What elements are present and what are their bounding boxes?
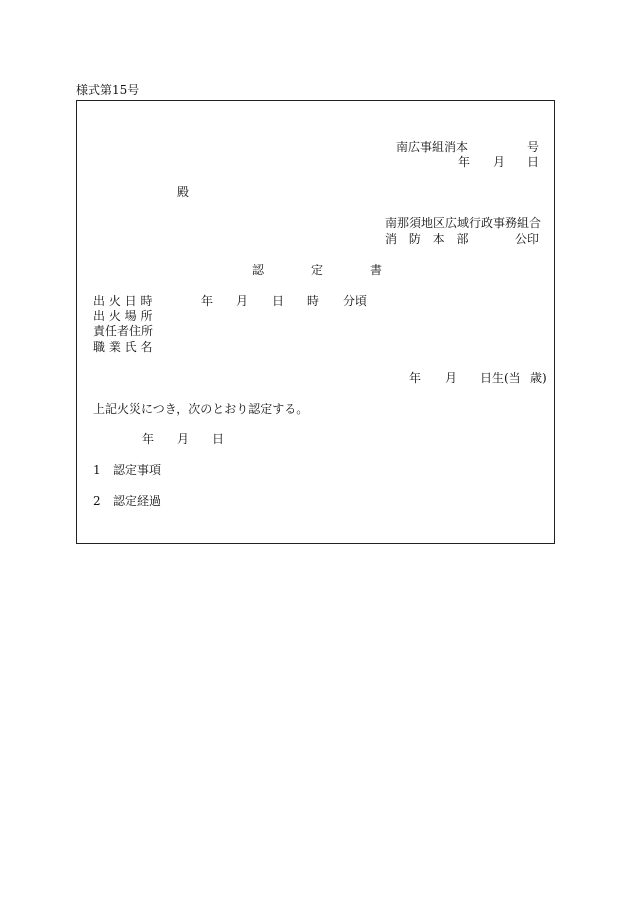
statement-date-day: 日 (212, 432, 225, 446)
issuer-organization: 南那須地区広域行政事務組合 (385, 216, 542, 230)
birth-day-born: 日生(当 (480, 371, 521, 385)
statement-date-month: 月 (177, 432, 190, 446)
document-number-prefix: 南広事組消本 (396, 140, 469, 154)
header-date-year: 年 (458, 155, 471, 169)
fire-datetime-day: 日 (272, 294, 285, 308)
issuer-seal: 公印 (515, 232, 540, 246)
item-1-number: 1 (93, 463, 101, 477)
fire-datetime-label: 出 火 日 時 (93, 294, 153, 308)
addressee-honorific: 殿 (177, 185, 190, 199)
document-number-suffix: 号 (527, 140, 540, 154)
fire-location-label: 出 火 場 所 (93, 309, 153, 323)
birth-year: 年 (409, 371, 422, 385)
birth-month: 月 (445, 371, 458, 385)
fire-datetime-month: 月 (236, 294, 249, 308)
title-char-2: 定 (311, 263, 324, 277)
item-2-number: 2 (93, 494, 101, 508)
header-date-month: 月 (493, 155, 506, 169)
form-number: 様式第15号 (76, 83, 140, 97)
header-date-day: 日 (527, 155, 540, 169)
fire-datetime-hour: 時 (307, 294, 320, 308)
item-1-label: 認定事項 (113, 463, 162, 477)
fire-datetime-year: 年 (201, 294, 214, 308)
fire-datetime-minute: 分頃 (343, 294, 368, 308)
statement-date-year: 年 (142, 432, 155, 446)
issuer-department: 消 防 本 部 (385, 232, 469, 246)
statement-text: 上記火災につき，次のとおり認定する。 (93, 402, 309, 416)
responsible-address-label: 責任者住所 (93, 324, 154, 338)
title-char-3: 書 (370, 263, 383, 277)
item-2-label: 認定経過 (113, 494, 162, 508)
title-char-1: 認 (252, 263, 265, 277)
birth-age: 歳) (530, 371, 547, 385)
occupation-name-label: 職 業 氏 名 (93, 340, 153, 354)
